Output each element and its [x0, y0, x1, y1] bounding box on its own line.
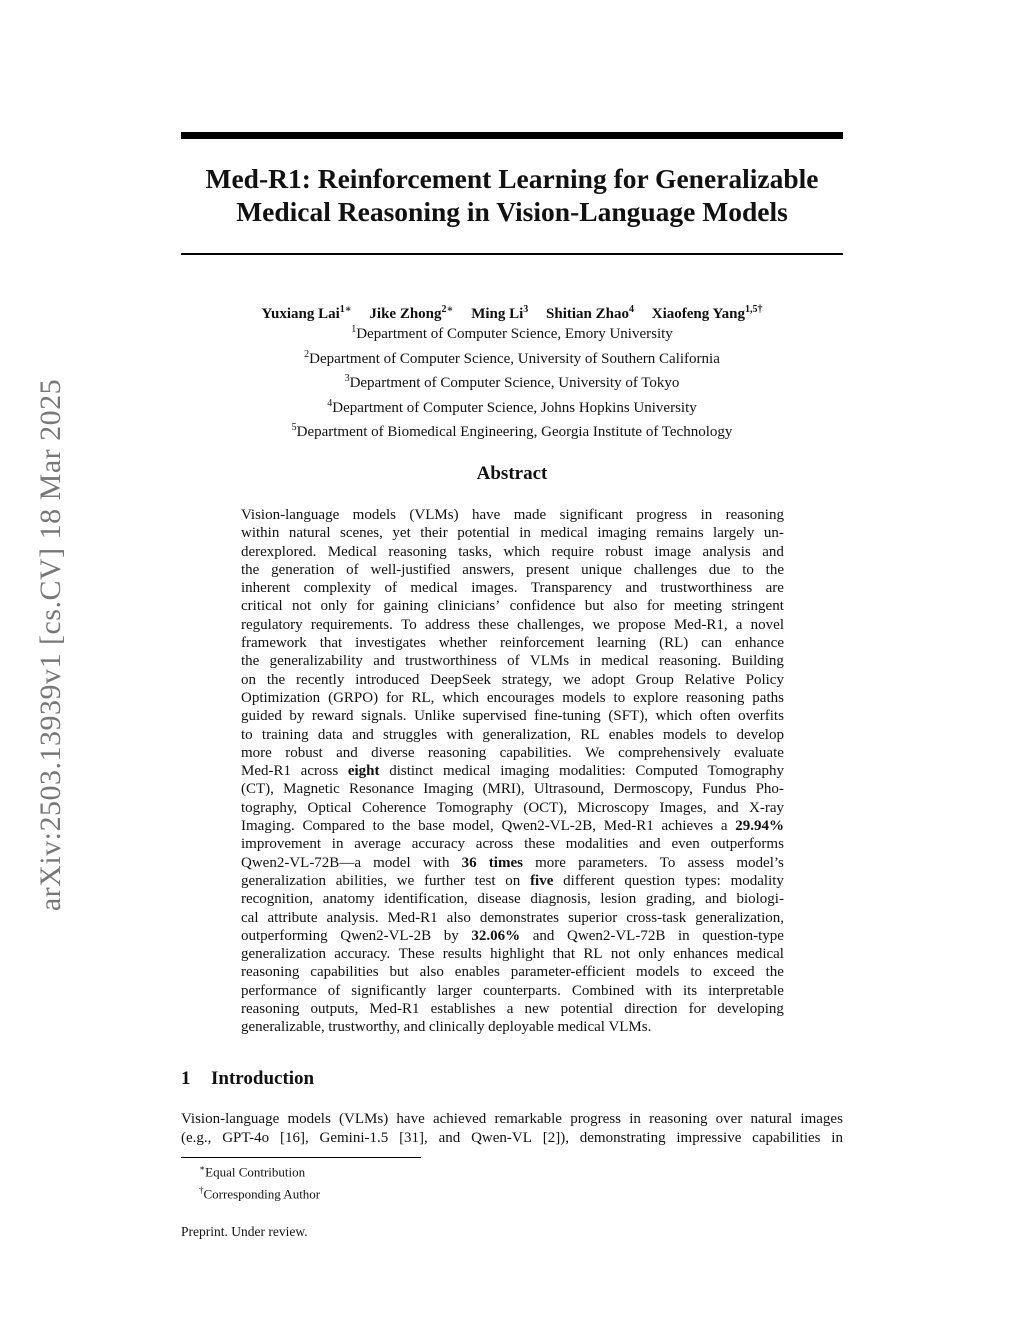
- author-name: Shitian Zhao: [546, 306, 630, 322]
- affiliation-text: Department of Computer Science, University of Tokyo: [349, 375, 680, 391]
- affiliation-text: Department of Computer Science, University of Southern California: [309, 350, 720, 367]
- text-line: improvement in average accuracy across these modalities and even outperforms: [241, 836, 784, 853]
- author-mark: 4: [629, 304, 635, 315]
- text-line: Vision-language models (VLMs) have made significant progress in reasoning: [241, 507, 784, 523]
- affiliation-mark: 2: [304, 348, 310, 360]
- affiliation: [181, 369, 843, 394]
- text-line: generalizable, trustworthy, and clinically deployable medical VLMs.: [241, 1019, 652, 1036]
- text-line: reasoning capabilities but also enables parameter-efficient models to exceed the: [241, 964, 784, 981]
- text-line: performance of significantly larger counterparts. Combined with its interpretable: [241, 982, 784, 999]
- footnote-mark: †: [199, 1185, 204, 1196]
- section-number: 1: [181, 1068, 191, 1089]
- intro-body: [181, 1110, 843, 1148]
- affiliation-mark: 3: [344, 373, 350, 384]
- text-line: to training data and struggles with generalization, RL enables models to develop: [241, 726, 784, 743]
- author-mark: 1,5†: [744, 304, 763, 315]
- affiliation: [181, 320, 843, 345]
- text-line: within natural scenes, yet their potential in medical imaging remains largely un-: [241, 525, 784, 542]
- abstract-body: [241, 506, 784, 1037]
- footnote-mark: ∗: [199, 1163, 206, 1173]
- affiliation: [181, 394, 843, 419]
- affiliation-mark: 1: [351, 324, 357, 335]
- author-mark: 3: [523, 304, 529, 315]
- footnote-rule: [181, 1157, 421, 1158]
- affiliation-text: Department of Computer Science, Emory University: [356, 326, 673, 342]
- footnote-text: Equal Contribution: [205, 1164, 306, 1180]
- abstract-heading: Abstract: [476, 463, 548, 484]
- text-line: critical not only for gaining clinicians’ confidence but also for meeting stringent: [241, 598, 784, 615]
- text-line: the generalizability and trustworthiness of VLMs in medical reasoning. Building: [241, 653, 784, 670]
- title-bottom-rule: [181, 253, 843, 255]
- author-mark: 2∗: [441, 304, 454, 315]
- author-name: Xiaofeng Yang: [651, 306, 745, 322]
- footer-note: Preprint. Under review.: [181, 1224, 308, 1239]
- author-name: Jike Zhong: [369, 306, 442, 322]
- text-line: framework that investigates whether reinforcement learning (RL) can enhance: [241, 635, 784, 652]
- text-line: (CT), Magnetic Resonance Imaging (MRI), Ultrasound, Dermoscopy, Fundus Pho-: [241, 781, 784, 798]
- text-line: Med-R1 across eight distinct medical imaging modalities: Computed Tomography: [241, 763, 784, 780]
- text-line: outperforming Qwen2-VL-2B by 32.06% and Qwen2-VL-72B in question-type: [241, 927, 784, 944]
- arxiv-stamp: [30, 350, 72, 940]
- text-line: the generation of well-justified answers, present unique challenges due to the: [241, 561, 784, 578]
- text-line: tography, Optical Coherence Tomography (OCT), Microscopy Images, and X-ray: [241, 799, 784, 816]
- author-name: Yuxiang Lai: [261, 306, 340, 322]
- author-name: Ming Li: [471, 306, 524, 322]
- text-line: cal attribute analysis. Med-R1 also demonstrates superior cross-task generalization,: [241, 909, 784, 926]
- title-top-rule: [181, 132, 843, 139]
- paper-title: [181, 162, 843, 228]
- affiliation: [181, 418, 843, 443]
- text-line: derexplored. Medical reasoning tasks, which require robust image analysis and: [241, 543, 784, 560]
- text-line: regulatory requirements. To address these challenges, we propose Med-R1, a novel: [241, 616, 784, 633]
- affiliation-text: Department of Biomedical Engineering, Georgia Institute of Technology: [296, 424, 733, 440]
- text-line: Optimization (GRPO) for RL, which encourages models to explore reasoning paths: [241, 689, 784, 706]
- footnote: [199, 1181, 320, 1203]
- text-line: inherent complexity of medical images. Transparency and trustworthiness are: [241, 580, 784, 597]
- text-line: Vision-language models (VLMs) have achieved remarkable progress in reasoning over natural images: [181, 1111, 843, 1127]
- section-title: Introduction: [211, 1068, 315, 1089]
- affiliation: [181, 345, 843, 370]
- text-line: Imaging. Compared to the base model, Qwen2-VL-2B, Med-R1 achieves a 29.94%: [241, 818, 784, 835]
- text-line: (e.g., GPT-4o [16], Gemini-1.5 [31], and Qwen-VL [2]), demonstrating impressive capabilities in: [181, 1130, 843, 1146]
- title-line: Med-R1: Reinforcement Learning for Generalizable: [205, 163, 819, 194]
- text-line: generalization abilities, we further test on five different question types: modality: [241, 872, 784, 889]
- section-heading: [181, 1068, 314, 1090]
- text-line: Qwen2-VL-72B—a model with 36 times more parameters. To assess model’s: [241, 854, 784, 871]
- text-line: guided by reward signals. Unlike supervised fine-tuning (SFT), which often overfits: [241, 708, 784, 725]
- text-line: reasoning outputs, Med-R1 establishes a new potential direction for developing: [241, 1001, 784, 1018]
- text-line: recognition, anatomy identification, disease diagnosis, lesion grading, and biologi-: [241, 891, 784, 908]
- footnote-text: Corresponding Author: [203, 1186, 321, 1202]
- affiliation-list: [181, 320, 843, 443]
- title-line: Medical Reasoning in Vision-Language Models: [236, 196, 788, 227]
- text-line: more robust and diverse reasoning capabilities. We comprehensively evaluate: [241, 744, 784, 761]
- affiliation-mark: 5: [291, 422, 297, 433]
- affiliation-mark: 4: [327, 397, 333, 409]
- text-line: generalization accuracy. These results highlight that RL not only enhances medical: [241, 946, 784, 963]
- author-mark: 1∗: [339, 304, 352, 315]
- arxiv-stamp-text: arXiv:2503.13939v1 [cs.CV] 18 Mar 2025: [34, 378, 67, 912]
- text-line: on the recently introduced DeepSeek strategy, we adopt Group Relative Policy: [241, 671, 784, 688]
- affiliation-text: Department of Computer Science, Johns Hopkins University: [332, 399, 697, 416]
- footnote: [199, 1159, 320, 1181]
- footnotes: [199, 1159, 320, 1204]
